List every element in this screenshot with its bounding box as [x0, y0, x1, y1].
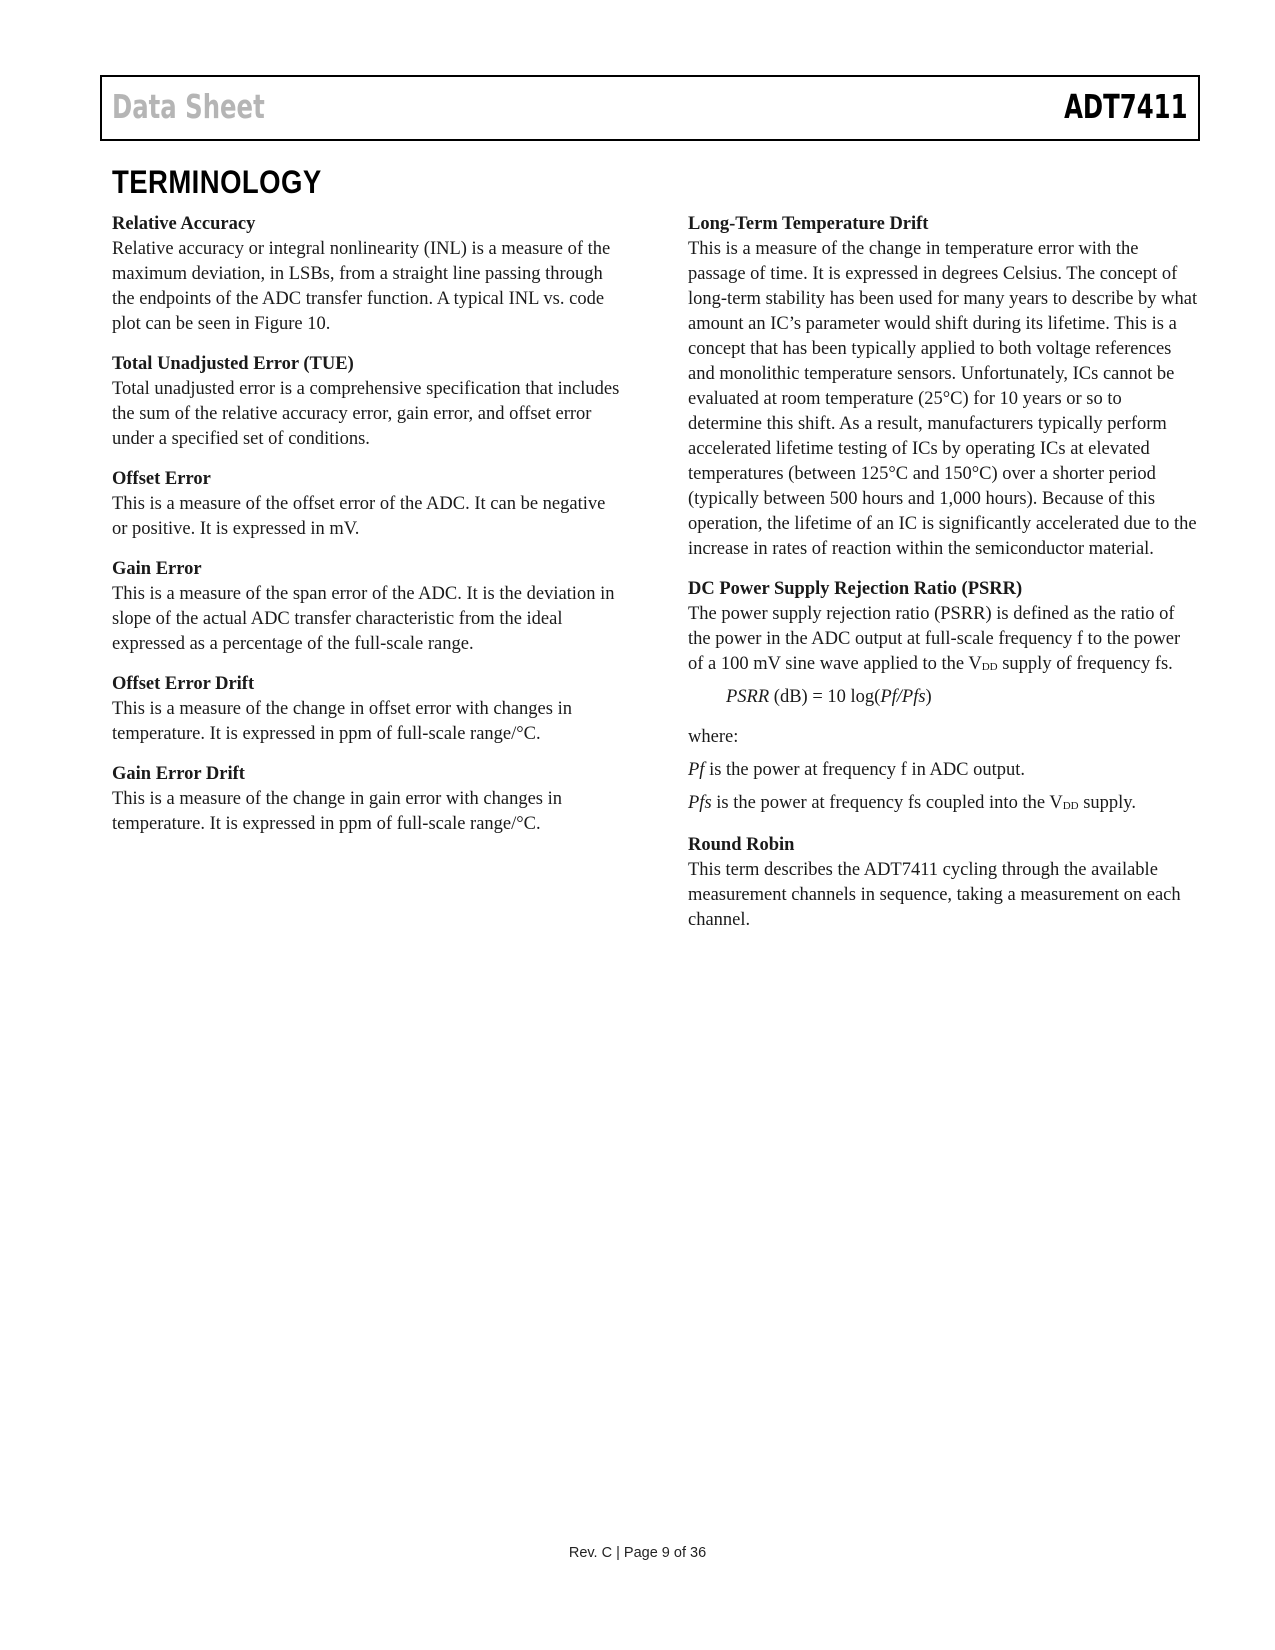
term-entry: [112, 762, 622, 837]
term-heading: DC Power Supply Rejection Ratio (PSRR): [688, 579, 1023, 599]
where-label: where:: [688, 727, 739, 747]
header-doc-type: Data Sheet: [112, 87, 265, 126]
term-heading: Relative Accuracy: [112, 214, 256, 234]
term-heading: Gain Error Drift: [112, 764, 245, 784]
term-heading: Gain Error: [112, 559, 202, 579]
term-definition: This is a measure of the change in offset error with changes in temperature. It is expressed in ppm of full-scale range/°C.: [112, 699, 572, 744]
psrr-entry: [688, 577, 1200, 818]
left-column: [112, 212, 622, 852]
page-header: [100, 75, 1200, 141]
term-entry: [112, 467, 622, 542]
term-heading: Round Robin: [688, 835, 795, 855]
psrr-definition: The power supply rejection ratio (PSRR) is defined as the ratio of the power in the ADC output at full-scale frequency f to the power of a 100 mV sine wave applied to the $V_{DD}$ supply of frequency fs.: [688, 604, 1181, 674]
term-heading: Offset Error Drift: [112, 674, 255, 694]
pf-definition: Pf is the power at frequency f in ADC output.: [688, 760, 1026, 780]
term-heading: Offset Error: [112, 469, 211, 489]
term-entry: [688, 212, 1200, 562]
subscript-dd: DD: [981, 661, 998, 673]
term-definition: Total unadjusted error is a comprehensive specification that includes the sum of the relative accuracy error, gain error, and offset error under a specified set of conditions.: [112, 379, 620, 449]
term-definition: This term describes the ADT7411 cycling through the available measurement channels in sequence, taking a measurement on each channel.: [688, 860, 1181, 930]
term-entry: [112, 352, 622, 452]
psrr-formula: PSRR (dB) = 10 log(Pf/Pfs): [726, 687, 932, 707]
term-heading: Total Unadjusted Error (TUE): [112, 354, 354, 374]
term-definition: This is a measure of the offset error of the ADC. It can be negative or positive. It is expressed in mV.: [112, 494, 606, 539]
term-entry: [688, 833, 1200, 933]
term-definition: This is a measure of the span error of the ADC. It is the deviation in slope of the actual ADC transfer characteristic from the ideal expressed as a percentage of the full-scale range.: [112, 584, 615, 654]
term-entry: [112, 557, 622, 657]
term-heading: Long-Term Temperature Drift: [688, 214, 929, 234]
term-entry: [112, 212, 622, 337]
page-footer: Rev. C | Page 9 of 36: [568, 1545, 707, 1561]
section-title: TERMINOLOGY: [112, 164, 322, 200]
term-definition: Relative accuracy or integral nonlinearity (INL) is a measure of the maximum deviation, in LSBs, from a straight line passing through the endpoints of the ADC transfer function. A typical INL vs. code plot can be seen in Figure 10.: [112, 239, 611, 334]
term-entry: [112, 672, 622, 747]
term-definition: This is a measure of the change in gain error with changes in temperature. It is expressed in ppm of full-scale range/°C.: [112, 789, 563, 834]
pfs-definition: Pfs is the power at frequency fs coupled into the $V_{DD}$ supply.: [688, 793, 1136, 813]
right-column: [688, 212, 1200, 948]
subscript-dd: DD: [1062, 800, 1079, 812]
term-definition: This is a measure of the change in temperature error with the passage of time. It is expressed in degrees Celsius. The concept of long-term stability has been used for many years to describe by what amount an IC’s parameter would shift during its lifetime. This is a concept that has been typically applied to both voltage references and monolithic temperature sensors. Unfortunately, ICs cannot be evaluated at room temperature (25°C) for 10 years or so to determine this shift. As a result, manufacturers typically perform accelerated lifetime testing of ICs by operating ICs at elevated temperatures (between 125°C and 150°C) over a shorter period (typically between 500 hours and 1,000 hours). Because of this operation, the lifetime of an IC is significantly accelerated due to the increase in rates of reaction within the semiconductor material.: [688, 239, 1198, 559]
header-part-number: ADT7411: [1064, 87, 1188, 126]
